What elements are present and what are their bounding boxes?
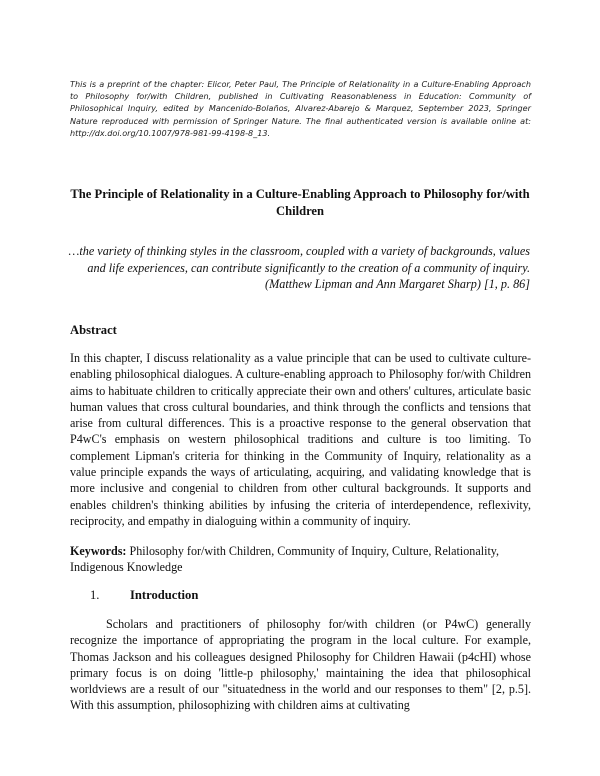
epigraph-quote: …the variety of thinking styles in the classroom, coupled with a variety of backgrounds, values and life experiences, can contribute significantly to the creation of a community of inquiry. (Matthew Lipman and Ann Margaret Sharp) [1, p. 86]: [68, 244, 530, 292]
preprint-note: This is a preprint of the chapter: Elicor, Peter Paul, The Principle of Relationality in a Culture-Enabling Approach to Philosophy for/with Children, published in Cultivating Reasonableness in Education: Community of Philosophical Inquiry, edited by Mancenido-Bolaños, Alvarez-Abarejo & Marquez, September 2023, Springer Nature reproduced with permission of Springer Nature. The final authenticated version is available online at: http://dx.doi.org/10.1007/978-981-99-4198-8_13.: [70, 79, 531, 138]
abstract-body: In this chapter, I discuss relationality as a value principle that can be used to cultivate culture-enabling philosophical dialogues. A culture-enabling approach to Philosophy for/with Children aims to habituate children to critically appreciate their own and others' cultures, articulate basic human values that cross cultural boundaries, and think through the conflicts and tensions that arise from cultural differences. This is a proactive response to the general observation that P4wC's emphasis on western philosophical traditions and culture is too limiting. To complement Lipman's criteria for thinking in the Community of Inquiry, relationality as a value principle expands the ways of articulating, acquiring, and validating knowledge that is more inclusive and congenial to children from other cultural backgrounds. It supports and enables children's thinking abilities by infusing the criteria of interdependence, reflexivity, reciprocity, and empathy in dialoguing within a community of inquiry.: [70, 351, 531, 528]
keywords-label: Keywords:: [70, 544, 127, 558]
keywords-line: [70, 543, 531, 576]
section-number: 1.: [90, 588, 100, 602]
keywords-text: Philosophy for/with Children, Community of Inquiry, Culture, Relationality, Indigenous Knowledge: [70, 544, 500, 575]
section-heading-introduction: [90, 588, 198, 603]
introduction-body: Scholars and practitioners of philosophy for/with children (or P4wC) generally recognize the importance of appropriating the program in the local culture. For example, Thomas Jackson and his colleagues designed Philosophy for Children Hawaii (p4cHI) whose primary focus is on doing 'little-p philosophy,' maintaining the idea that philosophical worldviews are a result of our "situatedness in the world and our responses to them" [2, p.5]. With this assumption, philosophizing with children aims at cultivating: [70, 617, 531, 713]
section-title: Introduction: [130, 588, 199, 602]
chapter-title: The Principle of Relationality in a Culture-Enabling Approach to Philosophy for/with Children: [70, 187, 530, 218]
abstract-heading: Abstract: [70, 323, 117, 337]
